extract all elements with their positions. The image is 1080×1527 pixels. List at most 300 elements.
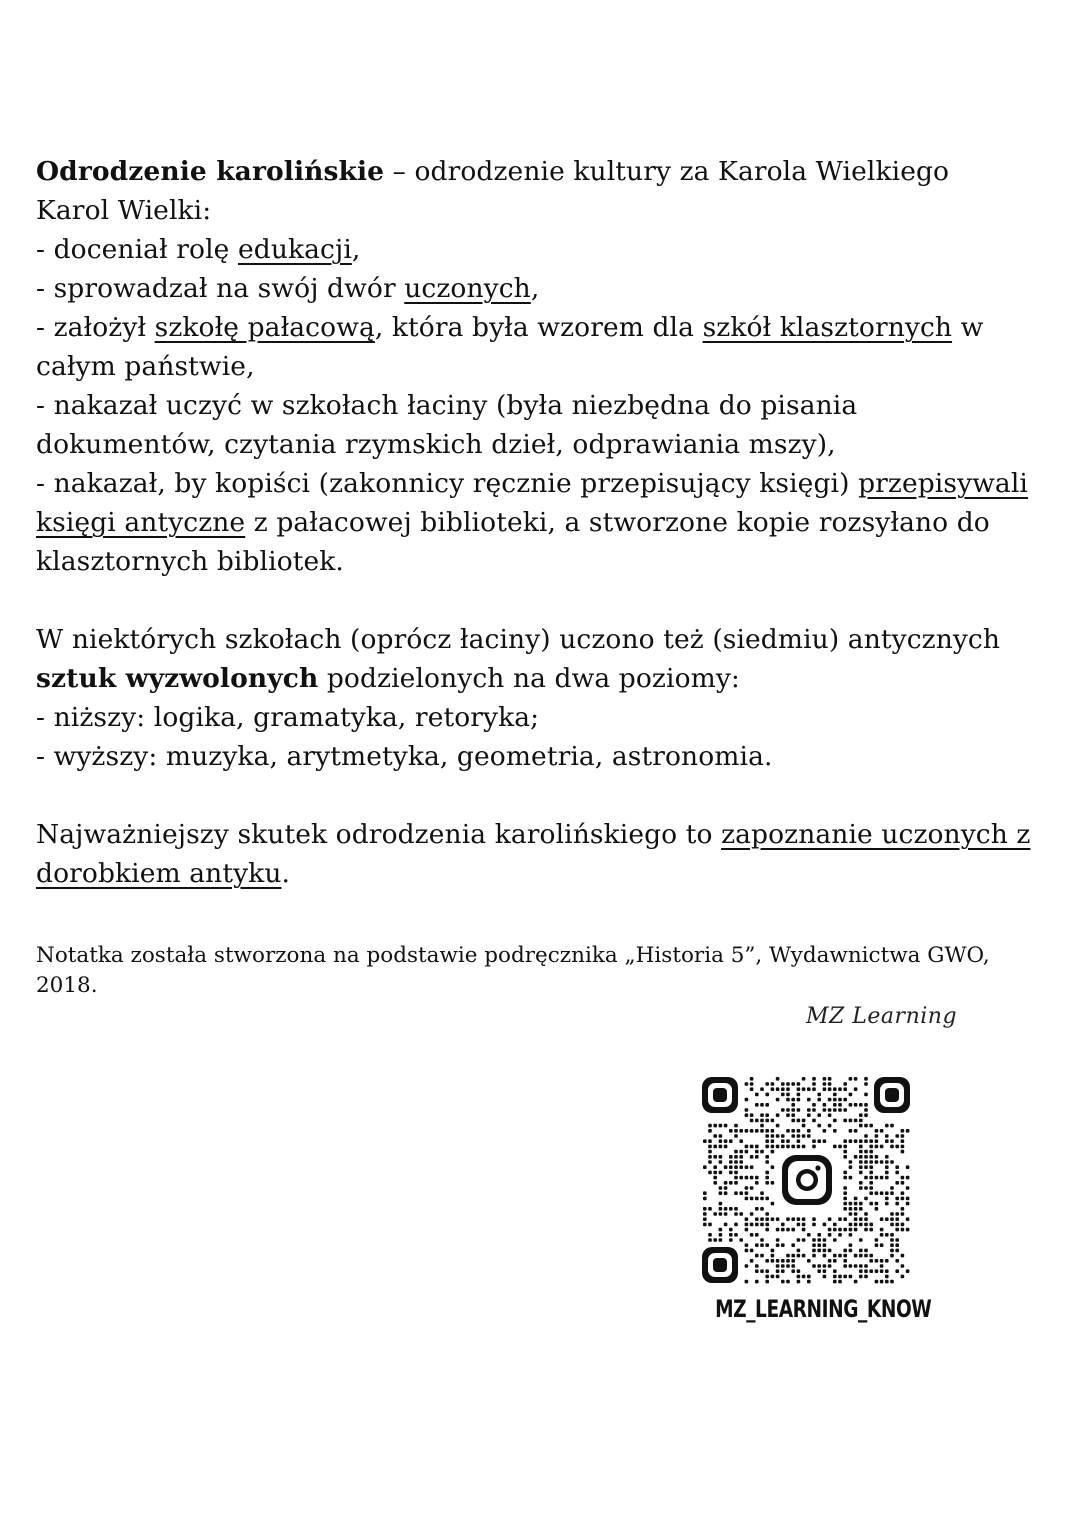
qr-module	[849, 1139, 853, 1143]
qr-module	[859, 1249, 863, 1253]
qr-module	[713, 1171, 717, 1175]
qr-module	[849, 1077, 853, 1081]
qr-module	[843, 1082, 847, 1086]
qr-module	[797, 1108, 801, 1112]
qr-module	[807, 1233, 811, 1237]
qr-module	[864, 1150, 868, 1154]
qr-module	[875, 1269, 879, 1273]
qr-module	[719, 1228, 723, 1232]
qr-module	[734, 1223, 738, 1227]
qr-module	[869, 1223, 873, 1227]
qr-module	[885, 1191, 889, 1195]
qr-module	[765, 1103, 769, 1107]
qr-code	[702, 1073, 912, 1285]
qr-module	[797, 1082, 801, 1086]
qr-module	[833, 1093, 837, 1097]
qr-module	[859, 1264, 863, 1268]
qr-module	[703, 1217, 707, 1221]
qr-module	[864, 1165, 868, 1169]
qr-module	[713, 1165, 717, 1169]
qr-module	[864, 1155, 868, 1159]
qr-module	[771, 1202, 775, 1206]
qr-module	[776, 1217, 780, 1221]
qr-module	[828, 1113, 832, 1117]
qr-module	[765, 1181, 769, 1185]
qr-module	[817, 1243, 821, 1247]
qr-module	[765, 1145, 769, 1149]
qr-module	[890, 1139, 894, 1143]
qr-module	[708, 1124, 712, 1128]
qr-module	[875, 1155, 879, 1159]
qr-module	[864, 1186, 868, 1190]
qr-module	[776, 1264, 780, 1268]
qr-module	[750, 1082, 754, 1086]
qr-module	[708, 1150, 712, 1154]
qr-module	[828, 1259, 832, 1263]
qr-module	[864, 1217, 868, 1221]
qr-module	[817, 1249, 821, 1253]
qr-module	[828, 1077, 832, 1081]
qr-module	[765, 1155, 769, 1159]
qr-module	[817, 1098, 821, 1102]
qr-module	[864, 1124, 868, 1128]
qr-module	[739, 1129, 743, 1133]
qr-module	[797, 1087, 801, 1091]
intro-line	[36, 152, 1044, 191]
qr-module	[869, 1186, 873, 1190]
qr-module	[885, 1171, 889, 1175]
source-note: Notatka została stworzona na podstawie podręcznika „Historia 5”, Wydawnictwa GWO, 2018.	[36, 943, 990, 998]
qr-module	[833, 1119, 837, 1123]
qr-module	[880, 1269, 884, 1273]
qr-module	[823, 1139, 827, 1143]
qr-module	[864, 1228, 868, 1232]
qr-module	[906, 1269, 910, 1273]
qr-module	[724, 1191, 728, 1195]
qr-module	[901, 1150, 905, 1154]
qr-module	[781, 1134, 785, 1138]
qr-module	[755, 1155, 759, 1159]
qr-module	[771, 1139, 775, 1143]
qr-module	[880, 1145, 884, 1149]
qr-module	[906, 1202, 910, 1206]
qr-module	[781, 1228, 785, 1232]
qr-module	[771, 1134, 775, 1138]
qr-module	[719, 1191, 723, 1195]
qr-module	[859, 1269, 863, 1273]
qr-module	[854, 1264, 858, 1268]
qr-module	[854, 1217, 858, 1221]
qr-module	[901, 1275, 905, 1279]
qr-module	[765, 1171, 769, 1175]
qr-module	[745, 1113, 749, 1117]
qr-module	[791, 1217, 795, 1221]
qr-module	[885, 1165, 889, 1169]
qr-module	[843, 1171, 847, 1175]
qr-module	[765, 1212, 769, 1216]
qr-module	[791, 1129, 795, 1133]
qr-module	[755, 1207, 759, 1211]
qr-module	[729, 1233, 733, 1237]
qr-module	[724, 1181, 728, 1185]
qr-module	[765, 1217, 769, 1221]
qr-module	[760, 1103, 764, 1107]
qr-module	[833, 1269, 837, 1273]
qr-module	[843, 1259, 847, 1263]
qr-module	[843, 1197, 847, 1201]
qr-module	[755, 1093, 759, 1097]
qr-module	[745, 1108, 749, 1112]
qr-module	[802, 1134, 806, 1138]
qr-module	[797, 1254, 801, 1258]
qr-module	[791, 1103, 795, 1107]
qr-module	[755, 1264, 759, 1268]
qr-module	[765, 1119, 769, 1123]
qr-module	[776, 1124, 780, 1128]
qr-module	[901, 1191, 905, 1195]
qr-module	[849, 1249, 853, 1253]
item-underlined: szkołę pałacową	[154, 312, 375, 343]
qr-module	[890, 1124, 894, 1128]
qr-module	[765, 1243, 769, 1247]
qr-module	[760, 1191, 764, 1195]
qr-module	[843, 1191, 847, 1195]
qr-module	[838, 1087, 842, 1091]
qr-module	[739, 1160, 743, 1164]
item-underlined: szkół klasztornych	[702, 312, 953, 343]
qr-finder-top-left	[702, 1077, 738, 1113]
qr-module	[869, 1155, 873, 1159]
qr-module	[812, 1254, 816, 1258]
qr-module	[750, 1145, 754, 1149]
qr-module	[729, 1171, 733, 1175]
qr-module	[906, 1129, 910, 1133]
qr-module	[771, 1254, 775, 1258]
qr-module	[791, 1145, 795, 1149]
qr-module	[823, 1077, 827, 1081]
qr-module	[786, 1087, 790, 1091]
qr-module	[849, 1202, 853, 1206]
qr-module	[864, 1223, 868, 1227]
karol-heading: Karol Wielki:	[36, 195, 212, 226]
qr-module	[703, 1207, 707, 1211]
qr-module	[812, 1249, 816, 1253]
qr-module	[880, 1243, 884, 1247]
qr-module	[859, 1186, 863, 1190]
qr-module	[745, 1228, 749, 1232]
qr-module	[875, 1191, 879, 1195]
qr-module	[734, 1165, 738, 1169]
qr-module	[734, 1191, 738, 1195]
qr-module	[703, 1197, 707, 1201]
qr-module	[781, 1139, 785, 1143]
qr-module	[765, 1197, 769, 1201]
qr-module	[875, 1238, 879, 1242]
qr-module	[849, 1165, 853, 1169]
qr-module	[906, 1165, 910, 1169]
qr-module	[838, 1228, 842, 1232]
qr-module	[719, 1145, 723, 1149]
qr-module	[771, 1259, 775, 1263]
qr-module	[833, 1275, 837, 1279]
qr-module	[906, 1228, 910, 1232]
arts-higher: - wyższy: muzyka, arytmetyka, geometria, astronomia.	[36, 741, 773, 772]
qr-module	[833, 1280, 837, 1284]
qr-module	[885, 1124, 889, 1128]
qr-module	[864, 1254, 868, 1258]
qr-module	[771, 1082, 775, 1086]
qr-module	[760, 1254, 764, 1258]
qr-module	[729, 1207, 733, 1211]
qr-module	[750, 1223, 754, 1227]
qr-module	[828, 1233, 832, 1237]
qr-module	[843, 1155, 847, 1159]
qr-module	[724, 1124, 728, 1128]
qr-module	[901, 1197, 905, 1201]
qr-module	[745, 1150, 749, 1154]
qr-module	[854, 1077, 858, 1081]
qr-module	[859, 1254, 863, 1258]
qr-module	[739, 1212, 743, 1216]
qr-module	[755, 1233, 759, 1237]
qr-module	[760, 1207, 764, 1211]
qr-module	[895, 1249, 899, 1253]
qr-module	[812, 1217, 816, 1221]
qr-module	[724, 1186, 728, 1190]
qr-module	[719, 1207, 723, 1211]
qr-module	[713, 1238, 717, 1242]
qr-module	[875, 1134, 879, 1138]
qr-module	[906, 1217, 910, 1221]
qr-module	[765, 1269, 769, 1273]
qr-module	[760, 1269, 764, 1273]
qr-module	[745, 1223, 749, 1227]
qr-module	[901, 1134, 905, 1138]
item-text: ,	[351, 234, 361, 265]
qr-module	[719, 1202, 723, 1206]
qr-module	[812, 1238, 816, 1242]
qr-module	[713, 1145, 717, 1149]
qr-module	[843, 1202, 847, 1206]
qr-module	[760, 1129, 764, 1133]
qr-module	[771, 1249, 775, 1253]
qr-module	[906, 1176, 910, 1180]
qr-module	[812, 1243, 816, 1247]
qr-module	[802, 1145, 806, 1149]
qr-module	[708, 1160, 712, 1164]
qr-module	[729, 1160, 733, 1164]
signature: MZ Learning	[806, 1004, 958, 1029]
qr-module	[791, 1098, 795, 1102]
qr-module	[771, 1119, 775, 1123]
qr-module	[750, 1155, 754, 1159]
qr-module	[833, 1108, 837, 1112]
qr-module	[849, 1233, 853, 1237]
qr-module	[781, 1145, 785, 1149]
arts-intro	[36, 620, 1044, 698]
qr-module	[812, 1108, 816, 1112]
qr-module	[791, 1259, 795, 1263]
qr-module	[880, 1129, 884, 1133]
arts-text: podzielonych na dwa poziomy:	[318, 663, 740, 694]
qr-module	[724, 1207, 728, 1211]
qr-module	[864, 1275, 868, 1279]
qr-module	[807, 1134, 811, 1138]
karol-item-5	[36, 464, 1044, 581]
qr-module	[719, 1134, 723, 1138]
qr-module	[708, 1207, 712, 1211]
qr-module	[781, 1259, 785, 1263]
qr-module	[739, 1176, 743, 1180]
qr-module	[864, 1139, 868, 1143]
qr-module	[854, 1212, 858, 1216]
qr-module	[807, 1259, 811, 1263]
qr-module	[734, 1207, 738, 1211]
qr-module	[797, 1269, 801, 1273]
qr-module	[786, 1259, 790, 1263]
qr-module	[838, 1280, 842, 1284]
qr-module	[823, 1275, 827, 1279]
qr-module	[869, 1145, 873, 1149]
qr-module	[823, 1223, 827, 1227]
qr-module	[776, 1098, 780, 1102]
qr-module	[864, 1077, 868, 1081]
qr-module	[719, 1186, 723, 1190]
qr-module	[849, 1176, 853, 1180]
qr-module	[750, 1129, 754, 1133]
qr-module	[849, 1275, 853, 1279]
qr-module	[901, 1212, 905, 1216]
qr-finder-bottom-left	[702, 1247, 738, 1283]
qr-module	[828, 1264, 832, 1268]
qr-module	[776, 1228, 780, 1232]
qr-module	[771, 1087, 775, 1091]
qr-module	[713, 1124, 717, 1128]
qr-module	[895, 1181, 899, 1185]
qr-module	[828, 1098, 832, 1102]
qr-module	[812, 1223, 816, 1227]
qr-module	[776, 1269, 780, 1273]
qr-module	[750, 1113, 754, 1117]
qr-module	[838, 1098, 842, 1102]
qr-module	[807, 1087, 811, 1091]
qr-module	[745, 1249, 749, 1253]
karol-item-2	[36, 269, 1044, 308]
qr-module	[895, 1217, 899, 1221]
qr-module	[771, 1150, 775, 1154]
qr-module	[869, 1259, 873, 1263]
qr-module	[745, 1186, 749, 1190]
qr-module	[895, 1165, 899, 1169]
qr-module	[895, 1134, 899, 1138]
qr-module	[703, 1139, 707, 1143]
qr-module	[781, 1093, 785, 1097]
qr-module	[880, 1280, 884, 1284]
qr-module	[791, 1082, 795, 1086]
qr-module	[838, 1103, 842, 1107]
qr-module	[812, 1087, 816, 1091]
qr-module	[869, 1124, 873, 1128]
qr-module	[859, 1202, 863, 1206]
qr-module	[869, 1181, 873, 1185]
qr-module	[890, 1186, 894, 1190]
qr-module	[765, 1082, 769, 1086]
qr-module	[802, 1223, 806, 1227]
qr-module	[708, 1129, 712, 1133]
qr-module	[750, 1165, 754, 1169]
qr-module	[885, 1139, 889, 1143]
qr-finder-top-right	[874, 1077, 910, 1113]
qr-module	[885, 1155, 889, 1159]
qr-module	[724, 1223, 728, 1227]
qr-module	[817, 1269, 821, 1273]
qr-module	[781, 1243, 785, 1247]
qr-module	[765, 1093, 769, 1097]
qr-module	[786, 1217, 790, 1221]
qr-module	[771, 1145, 775, 1149]
qr-module	[890, 1223, 894, 1227]
qr-module	[833, 1223, 837, 1227]
qr-module	[859, 1207, 863, 1211]
qr-module	[843, 1108, 847, 1112]
qr-module	[854, 1139, 858, 1143]
qr-module	[739, 1155, 743, 1159]
qr-module	[859, 1217, 863, 1221]
qr-module	[901, 1139, 905, 1143]
qr-module	[875, 1139, 879, 1143]
qr-module	[734, 1155, 738, 1159]
qr-module	[797, 1238, 801, 1242]
qr-module	[739, 1150, 743, 1154]
qr-module	[849, 1119, 853, 1123]
qr-module	[750, 1176, 754, 1180]
qr-module	[895, 1243, 899, 1247]
qr-module	[895, 1259, 899, 1263]
qr-module	[895, 1197, 899, 1201]
qr-module	[703, 1212, 707, 1216]
qr-module	[854, 1202, 858, 1206]
qr-module	[869, 1171, 873, 1175]
qr-module	[765, 1259, 769, 1263]
qr-module	[797, 1145, 801, 1149]
qr-module	[869, 1150, 873, 1154]
qr-module	[791, 1119, 795, 1123]
qr-module	[755, 1269, 759, 1273]
qr-module	[719, 1139, 723, 1143]
qr-module	[859, 1113, 863, 1117]
qr-module	[760, 1087, 764, 1091]
qr-module	[781, 1223, 785, 1227]
item-text: ,	[530, 273, 540, 304]
qr-module	[885, 1217, 889, 1221]
qr-module	[765, 1280, 769, 1284]
qr-module	[828, 1217, 832, 1221]
instagram-handle: MZ_LEARNING_KNOW	[715, 1295, 932, 1323]
qr-module	[755, 1197, 759, 1201]
qr-module	[901, 1207, 905, 1211]
qr-module	[797, 1223, 801, 1227]
qr-module	[823, 1243, 827, 1247]
qr-module	[854, 1254, 858, 1258]
qr-module	[708, 1155, 712, 1159]
qr-module	[797, 1217, 801, 1221]
qr-module	[729, 1129, 733, 1133]
qr-module	[703, 1223, 707, 1227]
arts-text: W niektórych szkołach (oprócz łaciny) uczono też (siedmiu) antycznych	[36, 624, 1001, 655]
qr-module	[786, 1280, 790, 1284]
qr-module	[776, 1238, 780, 1242]
qr-module	[828, 1082, 832, 1086]
